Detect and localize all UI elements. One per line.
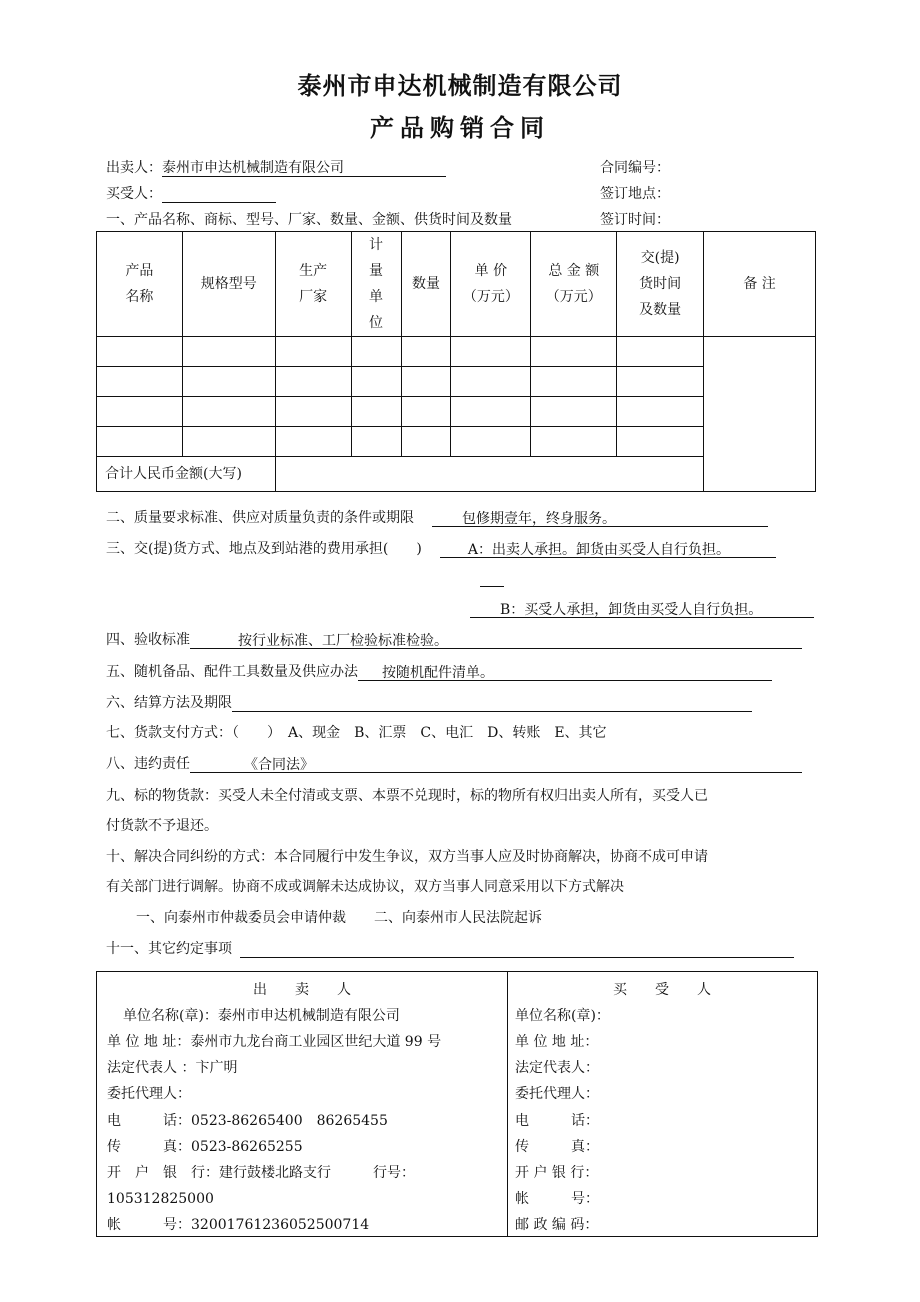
table-row — [97, 337, 816, 367]
clause-10-line1: 十、解决合同纠纷的方式：本合同履行中发生争议，双方当事人应及时协商解决，协商不成可申请 — [106, 849, 708, 865]
buyer-value-line — [162, 185, 276, 203]
company-title: 泰州市申达机械制造有限公司 — [297, 72, 623, 100]
seller-label: 出卖人： — [106, 160, 162, 176]
header-total-amount: 总 金 额 （万元） — [531, 232, 617, 337]
seller-address: 单 位 地 址：泰州市九龙台商工业园区世纪大道 99 号 — [107, 1034, 442, 1050]
clause-4-value: 按行业标准、工厂检验标准检验。 — [190, 632, 802, 649]
clause-5-label: 五、随机备品、配件工具数量及供应办法 — [106, 664, 358, 680]
header-product-name: 产品 名称 — [97, 232, 183, 337]
buyer-legal-rep: 法定代表人： — [515, 1060, 599, 1076]
clause-6-label: 六、结算方法及期限 — [106, 695, 232, 711]
clause-5-value: 按随机配件清单。 — [358, 664, 772, 681]
table-header-row — [97, 232, 816, 337]
clause-5 — [106, 663, 772, 681]
clause-2-value: 包修期壹年，终身服务。 — [432, 510, 768, 527]
seller-agent: 委托代理人： — [107, 1086, 191, 1102]
buyer-phone: 电 话： — [515, 1113, 599, 1129]
header-manufacturer: 生产 厂家 — [275, 232, 351, 337]
clause-4-label: 四、验收标准 — [106, 632, 190, 648]
seller-phone: 电 话：0523-86265400 86265455 — [107, 1113, 388, 1129]
clause-3-option-b: B：买受人承担，卸货由买受人自行负担。 — [470, 601, 814, 618]
clause-9-line1: 九、标的物货款：买受人未全付清或支票、本票不兑现时，标的物所有权归出卖人所有，买受人已 — [106, 788, 708, 804]
header-spec: 规格型号 — [182, 232, 275, 337]
goods-table — [96, 231, 816, 492]
buyer-account: 帐 号： — [515, 1191, 599, 1207]
seller-legal-rep: 法定代表人 ：卞广明 — [107, 1060, 238, 1076]
buyer-agent: 委托代理人： — [515, 1086, 599, 1102]
clause-7: 七、货款支付方式：（ ） A、现金 B、汇票 C、电汇 D、转账 E、其它 — [106, 725, 607, 741]
clause-6-value-line — [232, 694, 752, 712]
seller-bank: 开 户 银 行：建行鼓楼北路支行 行号： — [107, 1165, 415, 1181]
seller-row — [106, 159, 446, 177]
seller-fax: 传 真：0523-86265255 — [107, 1139, 303, 1155]
clause-2 — [106, 509, 768, 527]
buyer-postal-code: 邮 政 编 码： — [515, 1217, 599, 1233]
remarks-cell — [704, 337, 816, 492]
clause-3 — [106, 540, 776, 558]
header-delivery: 交(提) 货时间 及数量 — [617, 232, 704, 337]
buyer-title: 买 受 人 — [613, 982, 711, 998]
clause-4 — [106, 631, 802, 649]
seller-account: 帐 号：32001761236052500714 — [107, 1217, 370, 1233]
buyer-bank: 开 户 银 行： — [515, 1165, 599, 1181]
header-remarks: 备 注 — [704, 232, 816, 337]
header-unit-price: 单 价 （万元） — [451, 232, 531, 337]
clause-11 — [106, 940, 794, 958]
seller-bank-code: 105312825000 — [107, 1191, 214, 1207]
clause-2-label: 二、质量要求标准、供应对质量负责的条件或期限 — [106, 510, 414, 526]
buyer-unit-name: 单位名称(章)： — [515, 1008, 610, 1024]
header-quantity: 数量 — [401, 232, 451, 337]
clause-3-option-a: A：出卖人承担。卸货由买受人自行负担。 — [440, 541, 776, 558]
seller-title: 出 卖 人 — [253, 982, 351, 998]
header-unit: 计 量 单 位 — [351, 232, 401, 337]
signature-divider — [507, 972, 508, 1236]
clause-11-value-line — [240, 940, 794, 958]
total-label: 合计人民币金额(大写) — [97, 457, 276, 492]
buyer-label: 买受人： — [106, 186, 162, 202]
signature-block — [96, 971, 818, 1237]
clause-3-underline-tail — [480, 586, 504, 587]
clause-8-value: 《合同法》 — [190, 756, 802, 773]
clause-10-line2: 有关部门进行调解。协商不成或调解未达成协议，双方当事人同意采用以下方式解决 — [106, 879, 624, 895]
document-title: 产品购销合同 — [370, 114, 550, 142]
clause-10-line3: 一、向泰州市仲裁委员会申请仲裁 二、向泰州市人民法院起诉 — [136, 910, 542, 926]
clause-8-label: 八、违约责任 — [106, 756, 190, 772]
clause-9-line2: 付货款不予退还。 — [106, 818, 218, 834]
sign-time-label: 签订时间： — [600, 212, 670, 228]
clause-8 — [106, 755, 802, 773]
clause-3-b-row — [470, 600, 814, 618]
sign-place-label: 签订地点： — [600, 186, 670, 202]
clause-11-label: 十一、其它约定事项 — [106, 941, 232, 957]
clause-6 — [106, 694, 752, 712]
seller-value: 泰州市申达机械制造有限公司 — [162, 159, 446, 177]
seller-unit-name: 单位名称(章)：泰州市申达机械制造有限公司 — [123, 1008, 400, 1024]
total-value — [275, 457, 703, 492]
contract-no-label: 合同编号： — [600, 160, 670, 176]
clause-3-label: 三、交(提)货方式、地点及到站港的费用承担( ) — [106, 541, 422, 557]
buyer-row — [106, 185, 276, 203]
buyer-fax: 传 真： — [515, 1139, 599, 1155]
buyer-address: 单 位 地 址： — [515, 1034, 599, 1050]
section1-title: 一、产品名称、商标、型号、厂家、数量、金额、供货时间及数量 — [106, 212, 512, 228]
